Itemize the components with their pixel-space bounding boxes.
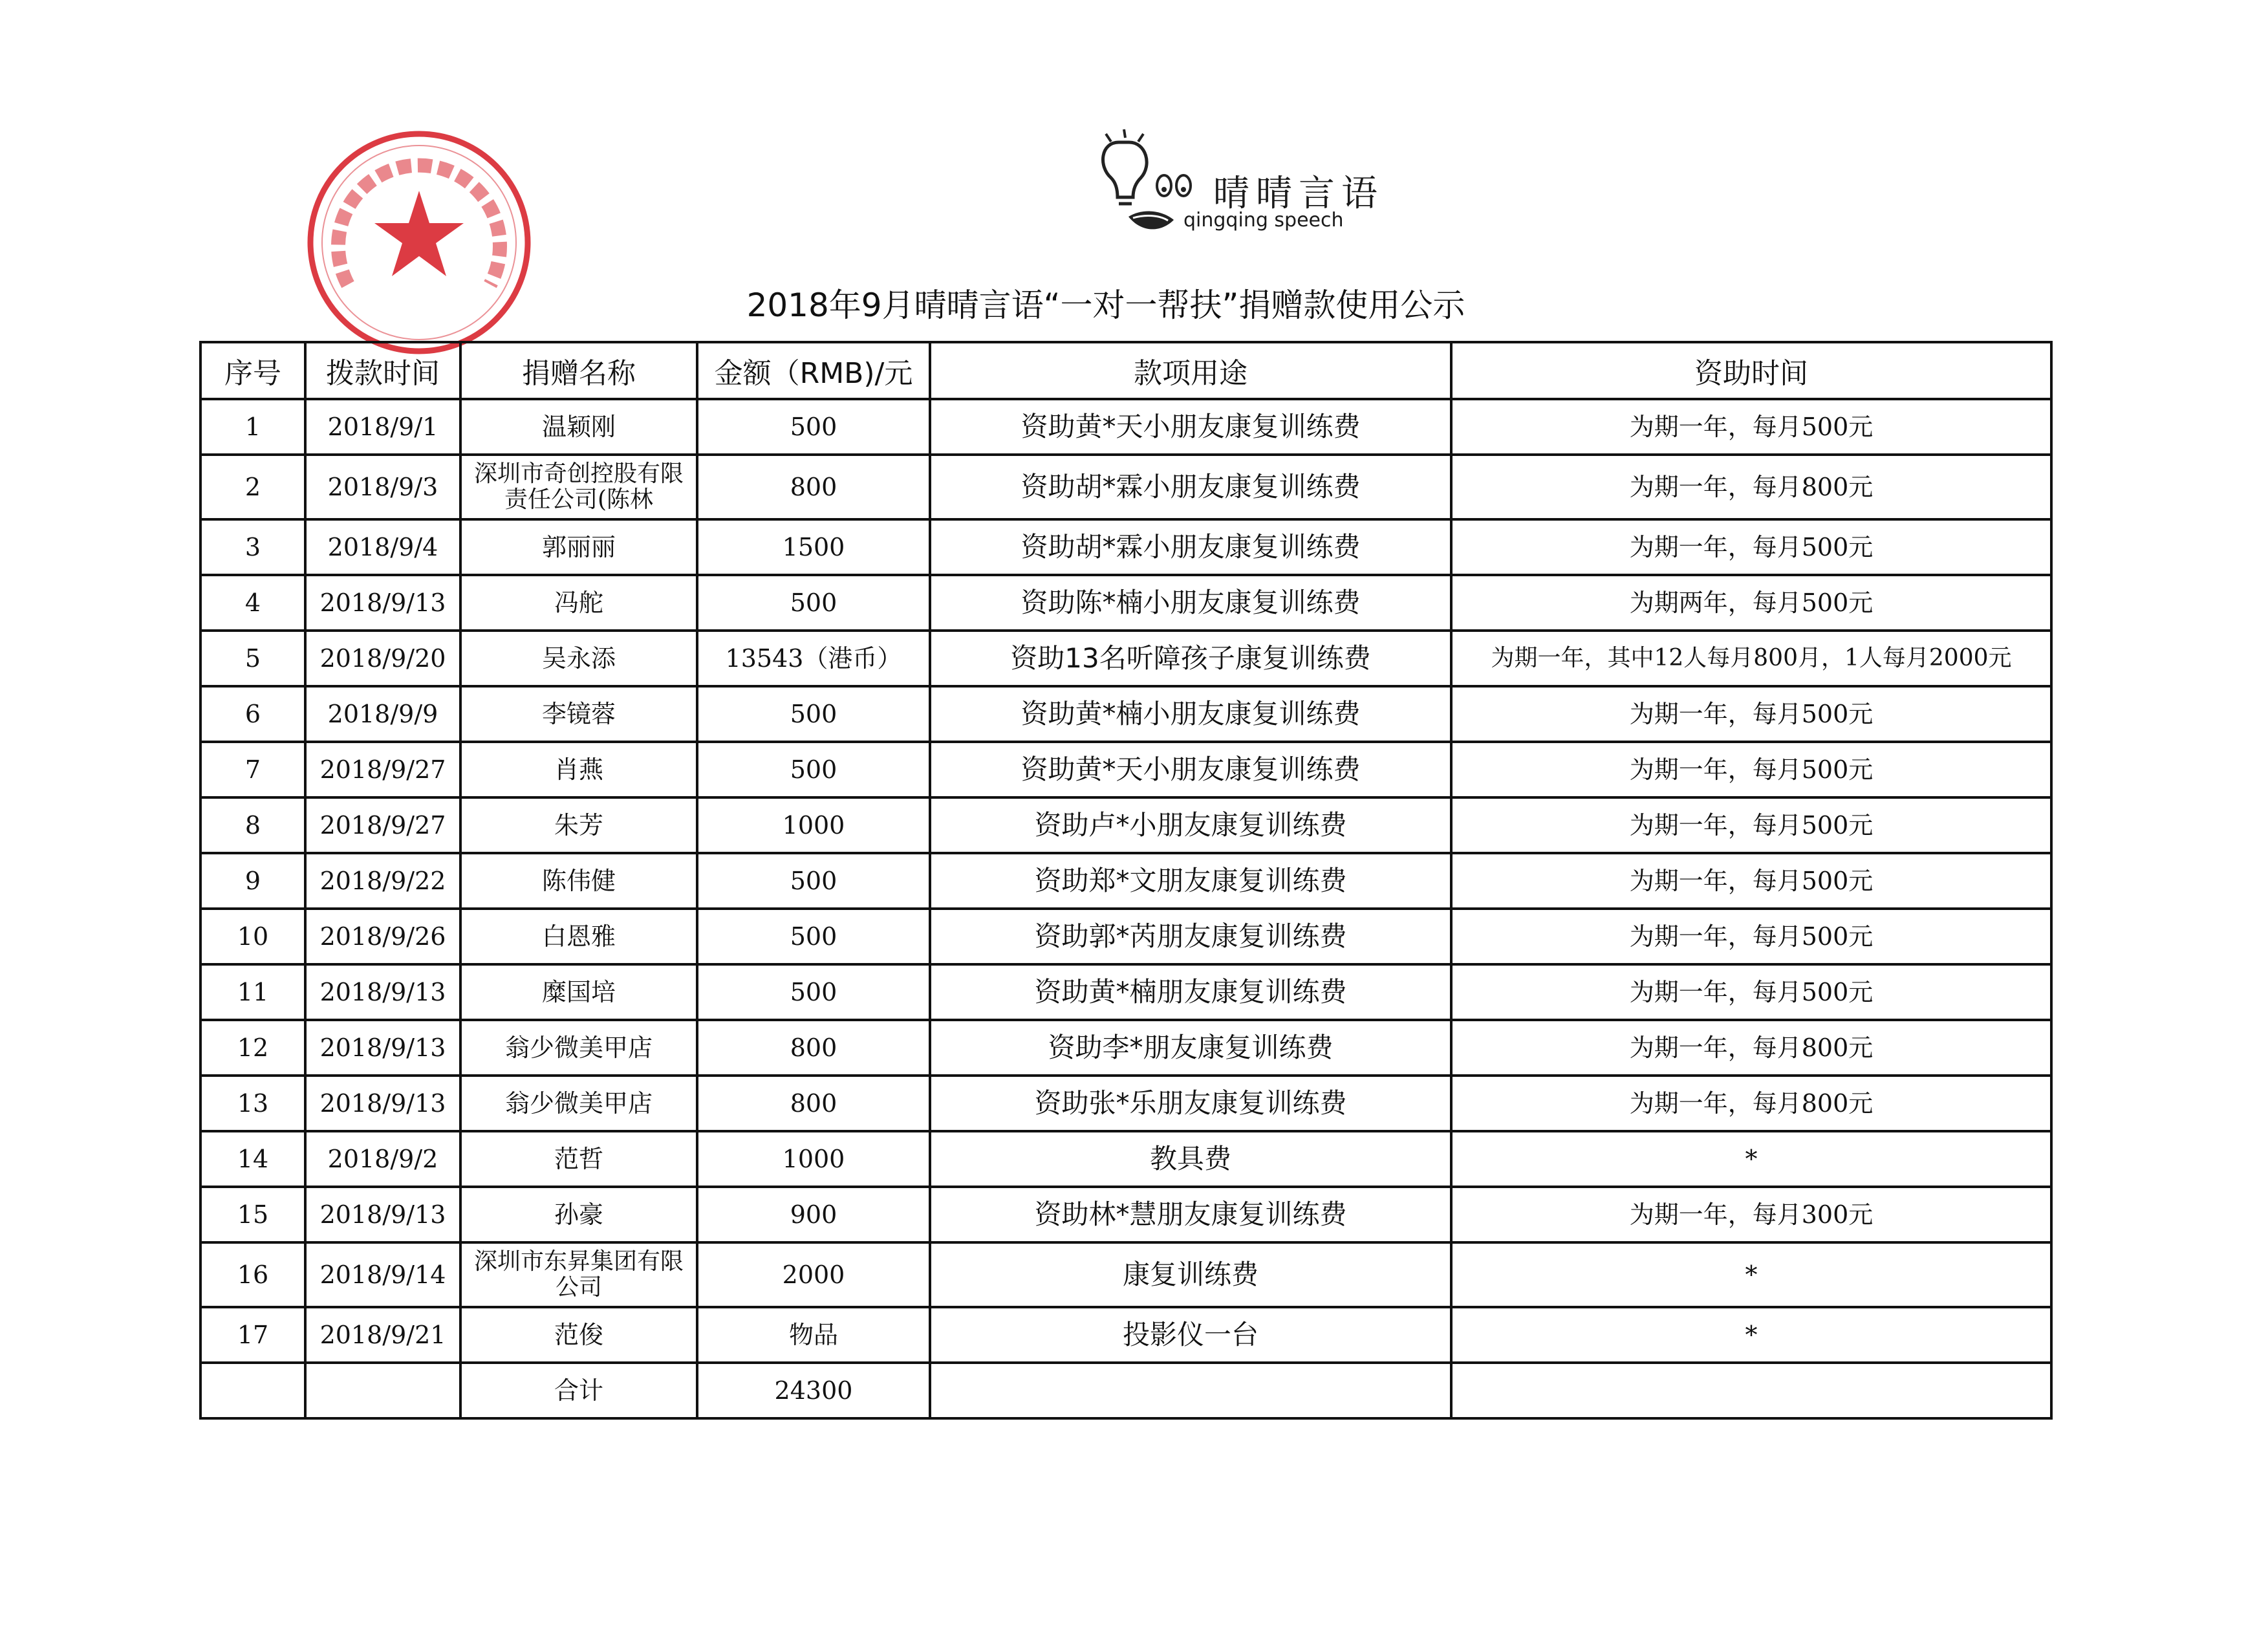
row-amount: 500 [697, 853, 930, 909]
row-amount: 2000 [697, 1242, 930, 1307]
row-date: 2018/9/26 [305, 909, 460, 964]
row-date: 2018/9/13 [305, 1020, 460, 1076]
row-period: * [1451, 1242, 2051, 1307]
row-purpose: 资助郭*芮朋友康复训练费 [930, 909, 1451, 964]
row-no: 9 [200, 853, 305, 909]
header-date: 拨款时间 [305, 342, 460, 399]
row-date: 2018/9/13 [305, 964, 460, 1020]
row-purpose: 资助黄*天小朋友康复训练费 [930, 399, 1451, 455]
row-purpose: 资助张*乐朋友康复训练费 [930, 1076, 1451, 1131]
row-no: 1 [200, 399, 305, 455]
row-period: 为期一年，每月500元 [1451, 964, 2051, 1020]
row-no: 16 [200, 1242, 305, 1307]
seal-star-icon [374, 191, 464, 276]
row-amount: 500 [697, 575, 930, 631]
logo-name-cn: 晴晴言语 [1213, 173, 1384, 215]
row-amount: 500 [697, 742, 930, 797]
row-amount: 500 [697, 399, 930, 455]
row-purpose: 投影仪一台 [930, 1307, 1451, 1363]
table-header-row [200, 342, 2051, 399]
row-date: 2018/9/9 [305, 686, 460, 742]
row-date: 2018/9/13 [305, 1076, 460, 1131]
table-row [200, 797, 2051, 853]
row-donor: 温颖刚 [460, 399, 697, 455]
logo [1093, 126, 1403, 239]
row-amount: 物品 [697, 1307, 930, 1363]
table-total-row [200, 1363, 2051, 1418]
table-row [200, 1187, 2051, 1242]
row-no: 11 [200, 964, 305, 1020]
table-row [200, 399, 2051, 455]
table-row [200, 909, 2051, 964]
header-amount: 金额（RMB)/元 [697, 342, 930, 399]
row-amount: 500 [697, 686, 930, 742]
row-amount: 800 [697, 1076, 930, 1131]
row-no: 8 [200, 797, 305, 853]
header-period: 资助时间 [1451, 342, 2051, 399]
row-period: 为期一年，每月800元 [1451, 455, 2051, 519]
table-row [200, 1131, 2051, 1187]
row-amount: 1500 [697, 519, 930, 575]
row-purpose: 资助黄*天小朋友康复训练费 [930, 742, 1451, 797]
row-period: * [1451, 1131, 2051, 1187]
row-donor: 糜国培 [460, 964, 697, 1020]
row-period: 为期一年，每月500元 [1451, 797, 2051, 853]
row-no: 10 [200, 909, 305, 964]
row-donor: 肖燕 [460, 742, 697, 797]
row-purpose: 资助陈*楠小朋友康复训练费 [930, 575, 1451, 631]
row-donor: 陈伟健 [460, 853, 697, 909]
row-date: 2018/9/13 [305, 575, 460, 631]
header-purpose: 款项用途 [930, 342, 1451, 399]
row-period: * [1451, 1307, 2051, 1363]
row-purpose: 资助林*慧朋友康复训练费 [930, 1187, 1451, 1242]
row-period: 为期一年，每月800元 [1451, 1020, 2051, 1076]
row-no: 7 [200, 742, 305, 797]
table-row [200, 686, 2051, 742]
table-row [200, 631, 2051, 686]
row-date: 2018/9/1 [305, 399, 460, 455]
total-cell-purpose [930, 1363, 1451, 1418]
row-purpose: 资助黄*楠朋友康复训练费 [930, 964, 1451, 1020]
table-row [200, 1020, 2051, 1076]
row-period: 为期一年，每月500元 [1451, 519, 2051, 575]
row-no: 3 [200, 519, 305, 575]
row-donor: 范俊 [460, 1307, 697, 1363]
row-donor: 白恩雅 [460, 909, 697, 964]
row-donor: 深圳市东昇集团有限公司 [460, 1242, 697, 1307]
row-period: 为期一年，其中12人每月800月，1人每月2000元 [1451, 631, 2051, 686]
row-no: 13 [200, 1076, 305, 1131]
row-date: 2018/9/21 [305, 1307, 460, 1363]
row-donor: 范哲 [460, 1131, 697, 1187]
row-period: 为期一年，每月500元 [1451, 909, 2051, 964]
row-no: 4 [200, 575, 305, 631]
seal-stamp [303, 116, 535, 369]
row-amount: 500 [697, 909, 930, 964]
row-period: 为期一年，每月500元 [1451, 399, 2051, 455]
row-donor: 翁少微美甲店 [460, 1020, 697, 1076]
row-purpose: 资助郑*文朋友康复训练费 [930, 853, 1451, 909]
row-purpose: 资助卢*小朋友康复训练费 [930, 797, 1451, 853]
row-donor: 深圳市奇创控股有限责任公司(陈林 [460, 455, 697, 519]
row-amount: 900 [697, 1187, 930, 1242]
row-donor: 郭丽丽 [460, 519, 697, 575]
row-donor: 吴永添 [460, 631, 697, 686]
row-date: 2018/9/14 [305, 1242, 460, 1307]
donation-table [199, 341, 2053, 1420]
row-period: 为期一年，每月500元 [1451, 853, 2051, 909]
row-donor: 李镜蓉 [460, 686, 697, 742]
row-no: 17 [200, 1307, 305, 1363]
row-date: 2018/9/27 [305, 742, 460, 797]
total-cell-no [200, 1363, 305, 1418]
table-row [200, 1076, 2051, 1131]
row-period: 为期一年，每月300元 [1451, 1187, 2051, 1242]
row-period: 为期两年，每月500元 [1451, 575, 2051, 631]
row-no: 15 [200, 1187, 305, 1242]
row-no: 5 [200, 631, 305, 686]
row-no: 2 [200, 455, 305, 519]
row-amount: 500 [697, 964, 930, 1020]
row-purpose: 资助13名听障孩子康复训练费 [930, 631, 1451, 686]
table-row [200, 575, 2051, 631]
table-row [200, 455, 2051, 519]
total-cell-period [1451, 1363, 2051, 1418]
row-donor: 朱芳 [460, 797, 697, 853]
row-date: 2018/9/20 [305, 631, 460, 686]
row-donor: 孙豪 [460, 1187, 697, 1242]
row-amount: 800 [697, 1020, 930, 1076]
row-purpose: 资助胡*霖小朋友康复训练费 [930, 519, 1451, 575]
row-donor: 冯舵 [460, 575, 697, 631]
table-row [200, 519, 2051, 575]
row-date: 2018/9/13 [305, 1187, 460, 1242]
row-purpose: 康复训练费 [930, 1242, 1451, 1307]
table-row [200, 853, 2051, 909]
row-purpose: 资助胡*霖小朋友康复训练费 [930, 455, 1451, 519]
row-date: 2018/9/4 [305, 519, 460, 575]
row-no: 6 [200, 686, 305, 742]
row-amount: 800 [697, 455, 930, 519]
row-purpose: 资助黄*楠小朋友康复训练费 [930, 686, 1451, 742]
table-row [200, 964, 2051, 1020]
row-period: 为期一年，每月500元 [1451, 686, 2051, 742]
table-row [200, 1242, 2051, 1307]
row-amount: 13543（港币） [697, 631, 930, 686]
logo-name-en: qingqing speech [1183, 209, 1344, 232]
table-row [200, 1307, 2051, 1363]
row-donor: 翁少微美甲店 [460, 1076, 697, 1131]
row-amount: 1000 [697, 1131, 930, 1187]
row-date: 2018/9/22 [305, 853, 460, 909]
total-label: 合计 [460, 1363, 697, 1418]
row-amount: 1000 [697, 797, 930, 853]
header-no: 序号 [200, 342, 305, 399]
row-purpose: 资助李*朋友康复训练费 [930, 1020, 1451, 1076]
row-purpose: 教具费 [930, 1131, 1451, 1187]
row-date: 2018/9/2 [305, 1131, 460, 1187]
row-date: 2018/9/3 [305, 455, 460, 519]
row-period: 为期一年，每月800元 [1451, 1076, 2051, 1131]
header-donor: 捐赠名称 [460, 342, 697, 399]
row-date: 2018/9/27 [305, 797, 460, 853]
document-title: 2018年9月晴晴言语“一对一帮扶”捐赠款使用公示 [746, 287, 1465, 324]
row-no: 14 [200, 1131, 305, 1187]
row-no: 12 [200, 1020, 305, 1076]
row-period: 为期一年，每月500元 [1451, 742, 2051, 797]
table-row [200, 742, 2051, 797]
total-amount: 24300 [697, 1363, 930, 1418]
total-cell-date [305, 1363, 460, 1418]
